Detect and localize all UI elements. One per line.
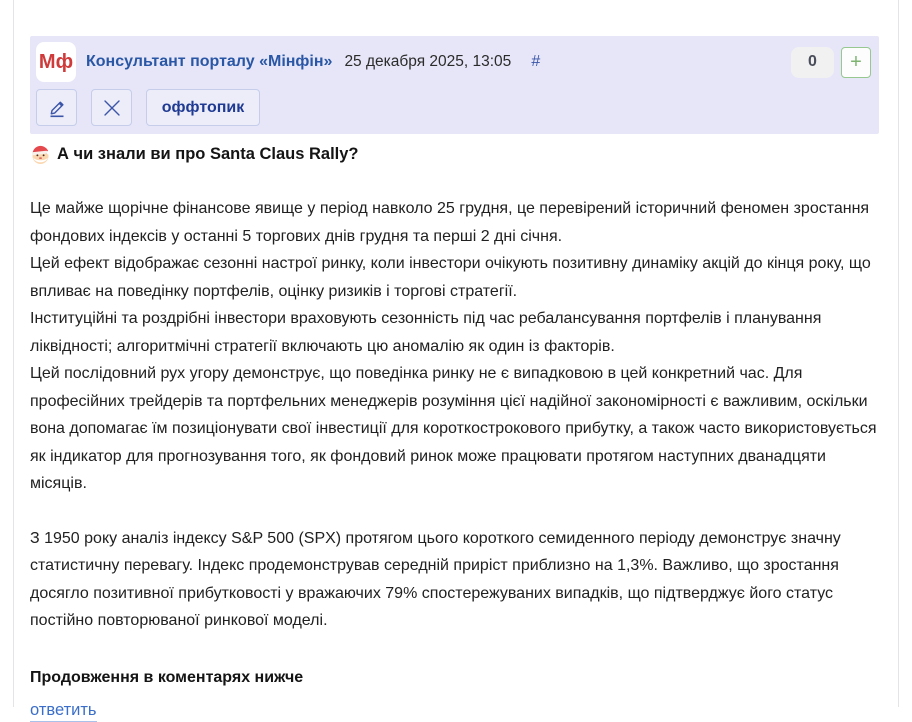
offtopic-tag-button[interactable]: оффтопик bbox=[146, 89, 260, 126]
post-paragraph: Інституційні та роздрібні інвестори враховують сезонність під час ребалансування портфелів і планування ліквідності; алгоритмічні стратегії включають цю аномалію як один із факторів. bbox=[30, 310, 822, 355]
rating-badge: 0 bbox=[791, 47, 834, 78]
continuation-note: Продовження в коментарях нижче bbox=[30, 668, 304, 686]
author-link[interactable]: Консультант порталу «Мінфін» bbox=[86, 53, 333, 70]
post-title bbox=[30, 143, 879, 165]
edit-button[interactable] bbox=[36, 89, 77, 126]
post-paragraph: Це майже щорічне фінансове явище у період навколо 25 грудня, це перевірений історичний феномен зростання фондових індексів у останні 5 торгових днів грудня та перші 2 дні січня. bbox=[30, 200, 870, 245]
close-icon bbox=[101, 97, 123, 119]
avatar[interactable] bbox=[36, 42, 76, 82]
santa-claus-emoji bbox=[30, 144, 51, 165]
post-paragraph: З 1950 року аналіз індексу S&P 500 (SPX) протягом цього короткого семиденного періоду демонструє значну статистичну перевагу. Індекс продемонстрував середній приріст приблизно на 1,3%. Важливо, що зростання досягло позитивної прибутковості у вражаючих 79% спостережуваних випадків, що підтверджує його статус постійно повторюваної ринкової моделі. bbox=[30, 529, 841, 629]
delete-button[interactable] bbox=[91, 89, 132, 126]
column-border-right bbox=[898, 0, 899, 707]
avatar-initials: Мф bbox=[38, 50, 74, 73]
reply-link[interactable]: ответить bbox=[30, 701, 97, 722]
post-text bbox=[30, 195, 879, 635]
column-border-left bbox=[13, 0, 14, 707]
comment-header bbox=[30, 36, 879, 134]
post-paragraph: Цей ефект відображає сезонні настрої ринку, коли інвестори очікують позитивну динаміку акцій до кінця року, що впливає на поведінку портфелів, оцінку ризиків і торгові стратегії. bbox=[30, 255, 871, 300]
plus-icon: + bbox=[850, 51, 862, 73]
pencil-icon bbox=[46, 97, 68, 119]
upvote-button[interactable] bbox=[841, 47, 871, 78]
comment-date: 25 декабря 2025, 13:05 bbox=[344, 53, 512, 70]
anchor-link[interactable]: # bbox=[531, 53, 541, 70]
comment-block bbox=[30, 36, 879, 722]
post-title-text: А чи знали ви про Santa Claus Rally? bbox=[57, 145, 359, 163]
post-paragraph: Цей послідовний рух угору демонструє, що поведінка ринку не є випадковою в цей конкретний час. Для професійних трейдерів та портфельних менеджерів розуміння цієї надійної закономірності є важливим, оскільки вона допомагає їм позиціонувати свої інвестиції для короткострокового прибутку, а також часто використовується як індикатор для прогнозування того, як фондовий ринок може працювати протягом наступних дванадцяти місяців. bbox=[30, 365, 877, 492]
